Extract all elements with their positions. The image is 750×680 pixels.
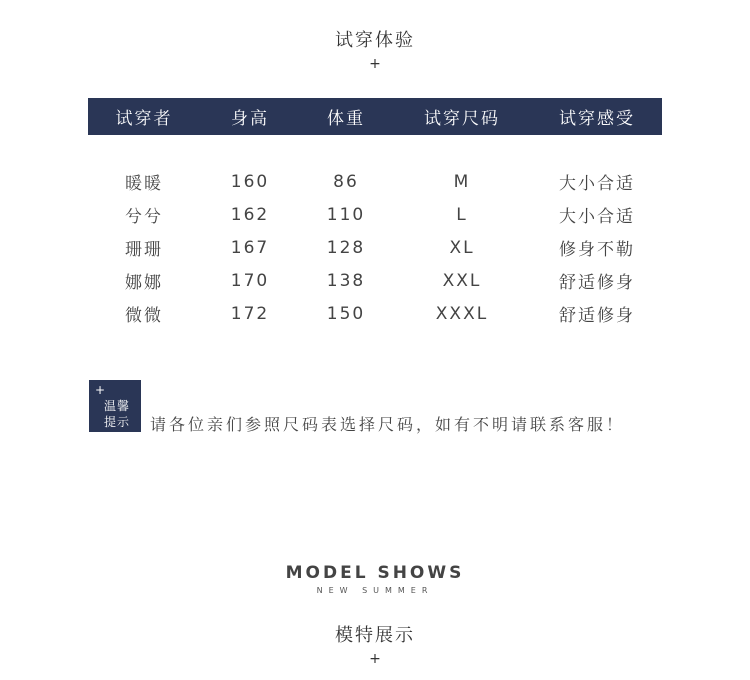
cell-height: 167: [230, 237, 270, 258]
tip-badge-line2: 提示: [104, 415, 131, 429]
cell-weight: 86: [333, 171, 359, 192]
table-row: [88, 231, 662, 264]
cell-feeling: 舒适修身: [559, 306, 635, 326]
table-row: [88, 297, 662, 330]
table-row: [88, 198, 662, 231]
table-body: [88, 165, 662, 330]
fitting-section-title: 试穿体验: [335, 30, 415, 51]
cell-size: XXL: [442, 270, 482, 291]
cell-weight: 110: [326, 204, 366, 225]
cell-size: L: [456, 204, 468, 225]
cell-feeling: 舒适修身: [559, 273, 635, 293]
cell-height: 160: [230, 171, 270, 192]
cell-feeling: 修身不勒: [559, 240, 635, 260]
header-weight: 体重: [327, 109, 365, 129]
cell-weight: 138: [326, 270, 366, 291]
model-subheading: NEW SUMMER: [316, 586, 434, 595]
header-tester: 试穿者: [115, 109, 173, 129]
header-size: 试穿尺码: [424, 109, 500, 129]
cell-feeling: 大小合适: [559, 174, 635, 194]
cell-weight: 128: [326, 237, 366, 258]
cell-weight: 150: [326, 303, 366, 324]
fitting-section-plus: +: [369, 56, 381, 72]
model-section-title: 模特展示: [335, 625, 415, 646]
cell-size: XL: [449, 237, 475, 258]
tip-badge-line1: 温馨: [104, 399, 131, 413]
tip-badge-plus: +: [95, 383, 106, 397]
tip-badge: [89, 380, 141, 432]
header-feeling: 试穿感受: [559, 109, 635, 129]
header-height: 身高: [231, 109, 269, 129]
tip-text: 请各位亲们参照尺码表选择尺码，如有不明请联系客服！: [150, 415, 626, 434]
cell-tester: 珊珊: [125, 240, 163, 260]
model-heading: MODEL SHOWS: [285, 563, 465, 583]
cell-size: M: [453, 171, 471, 192]
cell-height: 170: [230, 270, 270, 291]
cell-tester: 娜娜: [125, 273, 163, 293]
cell-tester: 兮兮: [125, 207, 163, 227]
fitting-table: [88, 98, 662, 330]
table-row: [88, 264, 662, 297]
cell-feeling: 大小合适: [559, 207, 635, 227]
cell-height: 162: [230, 204, 270, 225]
cell-height: 172: [230, 303, 270, 324]
table-header: [88, 98, 662, 135]
table-row: [88, 165, 662, 198]
cell-tester: 微微: [125, 306, 163, 326]
cell-size: XXXL: [435, 303, 489, 324]
cell-tester: 暖暖: [125, 174, 163, 194]
model-section-plus: +: [369, 651, 381, 667]
